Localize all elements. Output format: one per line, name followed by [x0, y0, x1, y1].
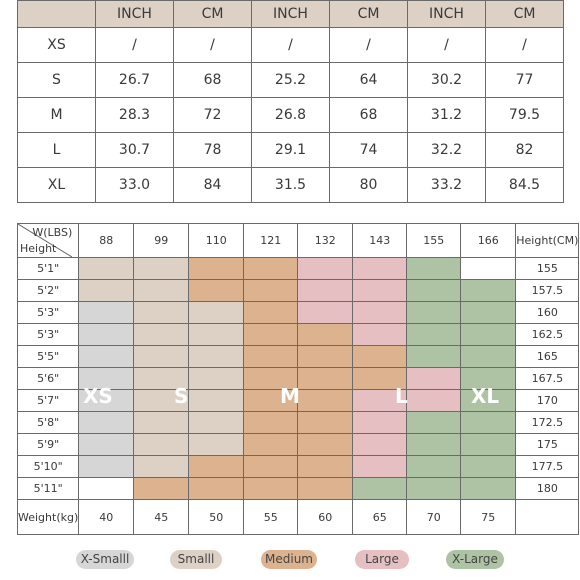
weight-lbs-cell: 155: [407, 224, 461, 258]
size-cell-xl: [407, 456, 461, 478]
weight-lbs-cell: 88: [79, 224, 134, 258]
weight-kg-cell: 55: [244, 500, 298, 535]
size-cell-xs: [79, 346, 134, 368]
size-cell-m: [298, 456, 353, 478]
measurement-cell: 30.7: [96, 133, 174, 168]
size-cell-m: [244, 346, 298, 368]
size-cell-s: [134, 258, 189, 280]
weight-kg-cell: 65: [353, 500, 407, 535]
grid-row: [18, 346, 579, 368]
grid-footer-row: [18, 500, 579, 535]
height-ft-cell: 5'5": [18, 346, 79, 368]
legend-medium: Medium: [261, 550, 317, 569]
size-cell-s: [79, 258, 134, 280]
size-cell-s: [134, 412, 189, 434]
size-label-xs: XS: [83, 384, 113, 408]
weight-lbs-cell: 166: [461, 224, 516, 258]
height-cm-cell: 155: [516, 258, 579, 280]
table-row: [18, 28, 564, 63]
size-cell-xl: [461, 456, 516, 478]
size-cell-xl: [407, 478, 461, 500]
grid-row: [18, 456, 579, 478]
grid-row: [18, 280, 579, 302]
size-cell-xl: [461, 478, 516, 500]
measurement-cell: /: [96, 28, 174, 63]
size-cell-w: [461, 258, 516, 280]
size-cell-s: [134, 434, 189, 456]
size-cell-l: [353, 280, 407, 302]
size-cell-s: [134, 456, 189, 478]
grid-row: [18, 258, 579, 280]
measurement-cell: 78: [174, 133, 252, 168]
size-cell-s: [134, 346, 189, 368]
header-cell: INCH: [96, 1, 174, 28]
legend-small: Smalll: [170, 550, 222, 569]
measurement-cell: 31.5: [252, 168, 330, 203]
height-cm-cell: 167.5: [516, 368, 579, 390]
height-cm-cell: 160: [516, 302, 579, 324]
size-cell-s: [134, 280, 189, 302]
grid-row: [18, 434, 579, 456]
size-label-m: M: [280, 384, 300, 408]
size-cell-m: [244, 302, 298, 324]
size-cell-m: [134, 478, 189, 500]
measurement-cell: 28.3: [96, 98, 174, 133]
weight-kg-cell: 40: [79, 500, 134, 535]
size-cell-s: [189, 434, 244, 456]
size-cell-xl: [407, 434, 461, 456]
header-cell: CM: [486, 1, 564, 28]
height-cm-cell: 162.5: [516, 324, 579, 346]
size-measurement-table: [17, 0, 564, 203]
size-label-xl: XL: [471, 384, 500, 408]
size-cell-s: [134, 324, 189, 346]
size-cell-m: [298, 324, 353, 346]
size-cell-m: [298, 390, 353, 412]
size-cell-l: [407, 390, 461, 412]
measurement-cell: 72: [174, 98, 252, 133]
size-cell-m: [189, 258, 244, 280]
header-cell: CM: [330, 1, 408, 28]
weight-lbs-cell: 110: [189, 224, 244, 258]
grid-header-row: [18, 224, 579, 258]
size-cell-s: [189, 390, 244, 412]
measurement-cell: 80: [330, 168, 408, 203]
size-cell: XS: [18, 28, 96, 63]
weight-lbs-cell: 143: [353, 224, 407, 258]
size-legend: [0, 550, 580, 570]
weight-lbs-cell: 121: [244, 224, 298, 258]
size-cell-xl: [407, 324, 461, 346]
size-cell-xl: [461, 412, 516, 434]
weight-kg-header: Weight(kg): [18, 500, 79, 535]
size-cell-s: [79, 280, 134, 302]
size-cell-xl: [461, 302, 516, 324]
size-cell-xs: [79, 324, 134, 346]
height-cm-header: Height(CM): [516, 224, 579, 258]
size-cell-s: [189, 368, 244, 390]
weight-kg-cell: 50: [189, 500, 244, 535]
size-cell-xs: [79, 412, 134, 434]
measurement-cell: /: [486, 28, 564, 63]
height-ft-cell: 5'7": [18, 390, 79, 412]
measurement-cell: 25.2: [252, 63, 330, 98]
size-cell-m: [244, 280, 298, 302]
measurement-cell: /: [330, 28, 408, 63]
size-cell-l: [353, 412, 407, 434]
size-cell-m: [244, 434, 298, 456]
size-cell-xl: [461, 324, 516, 346]
measurement-cell: 33.2: [408, 168, 486, 203]
size-cell-xs: [79, 302, 134, 324]
size-cell-xs: [79, 434, 134, 456]
measurement-cell: 29.1: [252, 133, 330, 168]
size-cell-s: [189, 346, 244, 368]
size-cell-m: [244, 456, 298, 478]
measurement-cell: 77: [486, 63, 564, 98]
size-cell-xs: [79, 456, 134, 478]
table-row: [18, 133, 564, 168]
size-cell-l: [353, 258, 407, 280]
measurement-cell: /: [252, 28, 330, 63]
table-row: [18, 63, 564, 98]
size-cell-m: [353, 346, 407, 368]
size-label-s: S: [174, 384, 189, 408]
size-cell-m: [189, 456, 244, 478]
size-cell-xl: [407, 258, 461, 280]
height-ft-cell: 5'11": [18, 478, 79, 500]
size-cell: XL: [18, 168, 96, 203]
corner-cell: [18, 224, 79, 258]
size-cell-m: [298, 478, 353, 500]
grid-row: [18, 324, 579, 346]
size-cell-m: [298, 434, 353, 456]
measurement-cell: 68: [174, 63, 252, 98]
size-cell-l: [298, 302, 353, 324]
weight-lbs-cell: 99: [134, 224, 189, 258]
header-cell: [18, 1, 96, 28]
size-cell-xl: [461, 434, 516, 456]
height-ft-cell: 5'3": [18, 324, 79, 346]
measurement-cell: 31.2: [408, 98, 486, 133]
grid-row: [18, 412, 579, 434]
height-cm-cell: 175: [516, 434, 579, 456]
measurement-cell: 33.0: [96, 168, 174, 203]
weight-kg-cell: 70: [407, 500, 461, 535]
size-cell-l: [353, 434, 407, 456]
size-cell-l: [407, 368, 461, 390]
size-cell-s: [189, 324, 244, 346]
height-ft-cell: 5'3": [18, 302, 79, 324]
table-header-row: [18, 1, 564, 28]
size-cell-xl: [461, 280, 516, 302]
table-row: [18, 168, 564, 203]
size-cell-m: [244, 478, 298, 500]
measurement-cell: 26.8: [252, 98, 330, 133]
legend-xlarge: X-Large: [446, 550, 504, 569]
size-cell-l: [353, 324, 407, 346]
measurement-cell: 68: [330, 98, 408, 133]
size-cell-m: [298, 368, 353, 390]
measurement-cell: 26.7: [96, 63, 174, 98]
legend-large: Large: [355, 550, 409, 569]
measurement-cell: 84: [174, 168, 252, 203]
size-cell-l: [298, 280, 353, 302]
table-row: [18, 98, 564, 133]
measurement-cell: 32.2: [408, 133, 486, 168]
size-cell: L: [18, 133, 96, 168]
height-ft-cell: 5'8": [18, 412, 79, 434]
size-cell-l: [298, 258, 353, 280]
height-axis-label: Height: [20, 242, 57, 255]
measurement-cell: 79.5: [486, 98, 564, 133]
size-cell-m: [298, 412, 353, 434]
measurement-cell: 82: [486, 133, 564, 168]
weight-axis-label: W(LBS): [32, 226, 73, 239]
height-cm-cell: 157.5: [516, 280, 579, 302]
weight-kg-cell: 60: [298, 500, 353, 535]
size-cell-m: [189, 478, 244, 500]
height-cm-cell: 165: [516, 346, 579, 368]
measurement-cell: 64: [330, 63, 408, 98]
measurement-cell: 30.2: [408, 63, 486, 98]
header-cell: CM: [174, 1, 252, 28]
measurement-cell: /: [408, 28, 486, 63]
weight-lbs-cell: 132: [298, 224, 353, 258]
size-cell-m: [244, 412, 298, 434]
size-cell-l: [353, 302, 407, 324]
size-cell-m: [244, 324, 298, 346]
empty-cell: [516, 500, 579, 535]
size-label-l: L: [395, 384, 408, 408]
size-cell-xl: [407, 302, 461, 324]
height-ft-cell: 5'6": [18, 368, 79, 390]
measurement-cell: /: [174, 28, 252, 63]
size-cell-xl: [461, 346, 516, 368]
height-ft-cell: 5'10": [18, 456, 79, 478]
weight-kg-cell: 45: [134, 500, 189, 535]
height-cm-cell: 170: [516, 390, 579, 412]
header-cell: INCH: [408, 1, 486, 28]
grid-row: [18, 478, 579, 500]
measurement-cell: 84.5: [486, 168, 564, 203]
height-ft-cell: 5'9": [18, 434, 79, 456]
size-cell-m: [298, 346, 353, 368]
grid-row: [18, 302, 579, 324]
size-cell-l: [353, 456, 407, 478]
height-ft-cell: 5'1": [18, 258, 79, 280]
size-cell-m: [244, 258, 298, 280]
height-cm-cell: 177.5: [516, 456, 579, 478]
size-cell-xl: [407, 346, 461, 368]
size-cell-xl: [407, 412, 461, 434]
size-cell-m: [189, 280, 244, 302]
height-ft-cell: 5'2": [18, 280, 79, 302]
height-cm-cell: 172.5: [516, 412, 579, 434]
weight-kg-cell: 75: [461, 500, 516, 535]
measurement-cell: 74: [330, 133, 408, 168]
size-cell-s: [189, 302, 244, 324]
size-cell-w: [79, 478, 134, 500]
size-recommendation-grid: [17, 223, 579, 535]
size-cell-xl: [407, 280, 461, 302]
size-cell-s: [134, 302, 189, 324]
height-cm-cell: 180: [516, 478, 579, 500]
size-cell-s: [189, 412, 244, 434]
size-cell-xl: [353, 478, 407, 500]
legend-xsmall: X-Smalll: [76, 550, 134, 569]
size-cell: M: [18, 98, 96, 133]
size-cell: S: [18, 63, 96, 98]
header-cell: INCH: [252, 1, 330, 28]
